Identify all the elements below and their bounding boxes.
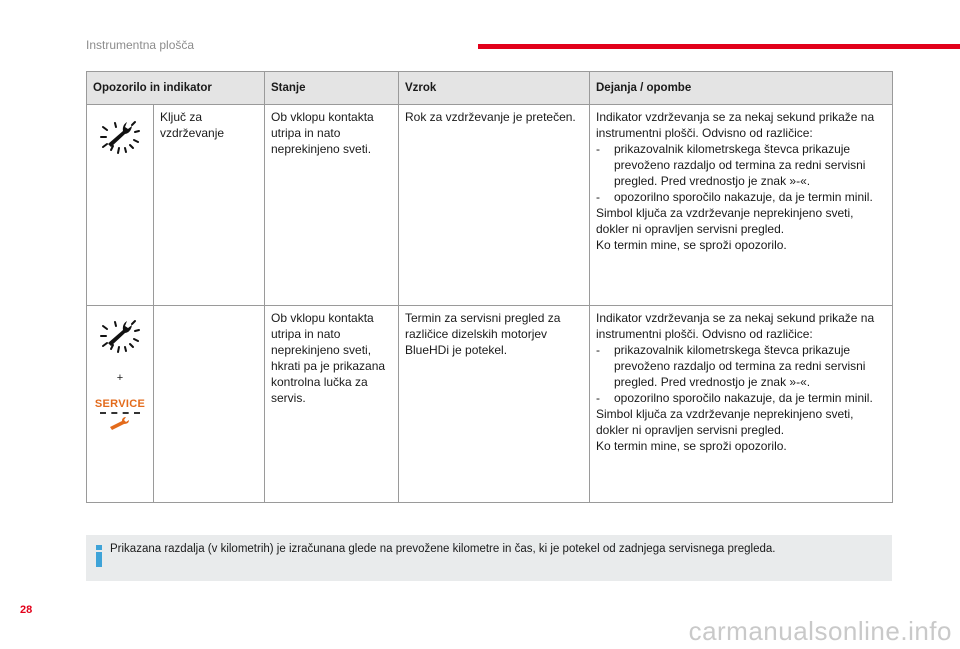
table-header-row bbox=[87, 72, 893, 105]
list-dash: - bbox=[596, 391, 600, 405]
column-header-indicator: Opozorilo in indikator bbox=[87, 72, 265, 105]
info-note-text: Prikazana razdalja (v kilometrih) je izračunana glede na prevožene kilometre in čas, ki je potekel od zadnjega servisnega pregleda. bbox=[110, 543, 776, 555]
wrench-icon bbox=[97, 117, 143, 157]
indicator-name: Ključ za vzdrževanje bbox=[154, 105, 265, 306]
list-item-text: prikazovalnik kilometrskega števca prikazuje prevoženo razdaljo od termina za redni servisni pregled. Pred vrednostjo je znak »-«. bbox=[614, 142, 866, 188]
list-item bbox=[596, 189, 886, 205]
wrench-icon bbox=[97, 316, 143, 356]
column-header-actions: Dejanja / opombe bbox=[590, 72, 893, 105]
actions-intro: Indikator vzdrževanja se za nekaj sekund prikaže na instrumentni plošči. Odvisno od različice: bbox=[596, 110, 875, 140]
actions-cell bbox=[590, 306, 893, 503]
column-header-state: Stanje bbox=[265, 72, 399, 105]
table-row bbox=[87, 306, 893, 503]
list-item bbox=[596, 342, 886, 390]
plus-sign: + bbox=[116, 372, 124, 384]
service-icon bbox=[93, 398, 147, 430]
list-item bbox=[596, 141, 886, 189]
list-item bbox=[596, 390, 886, 406]
list-dash: - bbox=[596, 142, 600, 156]
actions-note: Simbol ključa za vzdrževanje neprekinjeno sveti, dokler ni opravljen servisni pregled. bbox=[596, 407, 854, 437]
info-icon bbox=[96, 545, 102, 567]
state-text: Ob vklopu kontakta utripa in nato neprekinjeno sveti, hkrati pa je prikazana kontrolna lučka za servis. bbox=[265, 306, 399, 503]
actions-intro: Indikator vzdrževanja se za nekaj sekund prikaže na instrumentni plošči. Odvisno od različice: bbox=[596, 311, 875, 341]
state-text: Ob vklopu kontakta utripa in nato neprekinjeno sveti. bbox=[265, 105, 399, 306]
info-note-box bbox=[86, 535, 892, 581]
cause-text: Rok za vzdrževanje je pretečen. bbox=[399, 105, 590, 306]
actions-cell bbox=[590, 105, 893, 306]
service-dashed-line bbox=[100, 412, 140, 414]
list-item-text: opozorilno sporočilo nakazuje, da je termin minil. bbox=[614, 391, 873, 405]
cause-text: Termin za servisni pregled za različice dizelskih motorjev BlueHDi je potekel. bbox=[399, 306, 590, 503]
actions-note: Ko termin mine, se sproži opozorilo. bbox=[596, 238, 787, 252]
page-header-title: Instrumentna plošča bbox=[86, 38, 195, 52]
list-item-text: opozorilno sporočilo nakazuje, da je termin minil. bbox=[614, 190, 873, 204]
indicator-name bbox=[154, 306, 265, 503]
list-dash: - bbox=[596, 190, 600, 204]
table-row bbox=[87, 105, 893, 306]
indicator-icon-cell bbox=[87, 105, 154, 306]
indicator-icon-cell bbox=[87, 306, 154, 503]
actions-note: Simbol ključa za vzdrževanje neprekinjeno sveti, dokler ni opravljen servisni pregled. bbox=[596, 206, 854, 236]
actions-note: Ko termin mine, se sproži opozorilo. bbox=[596, 439, 787, 453]
service-wrench-icon bbox=[108, 416, 132, 430]
page-number: 28 bbox=[20, 604, 33, 616]
list-dash: - bbox=[596, 343, 600, 357]
header-accent-bar bbox=[478, 44, 960, 49]
list-item-text: prikazovalnik kilometrskega števca prikazuje prevoženo razdaljo od termina za redni servisni pregled. Pred vrednostjo je znak »-«. bbox=[614, 343, 866, 389]
column-header-cause: Vzrok bbox=[399, 72, 590, 105]
watermark-text: carmanualsonline.info bbox=[688, 616, 952, 646]
service-label: SERVICE bbox=[94, 398, 146, 410]
warning-indicator-table bbox=[86, 71, 893, 503]
